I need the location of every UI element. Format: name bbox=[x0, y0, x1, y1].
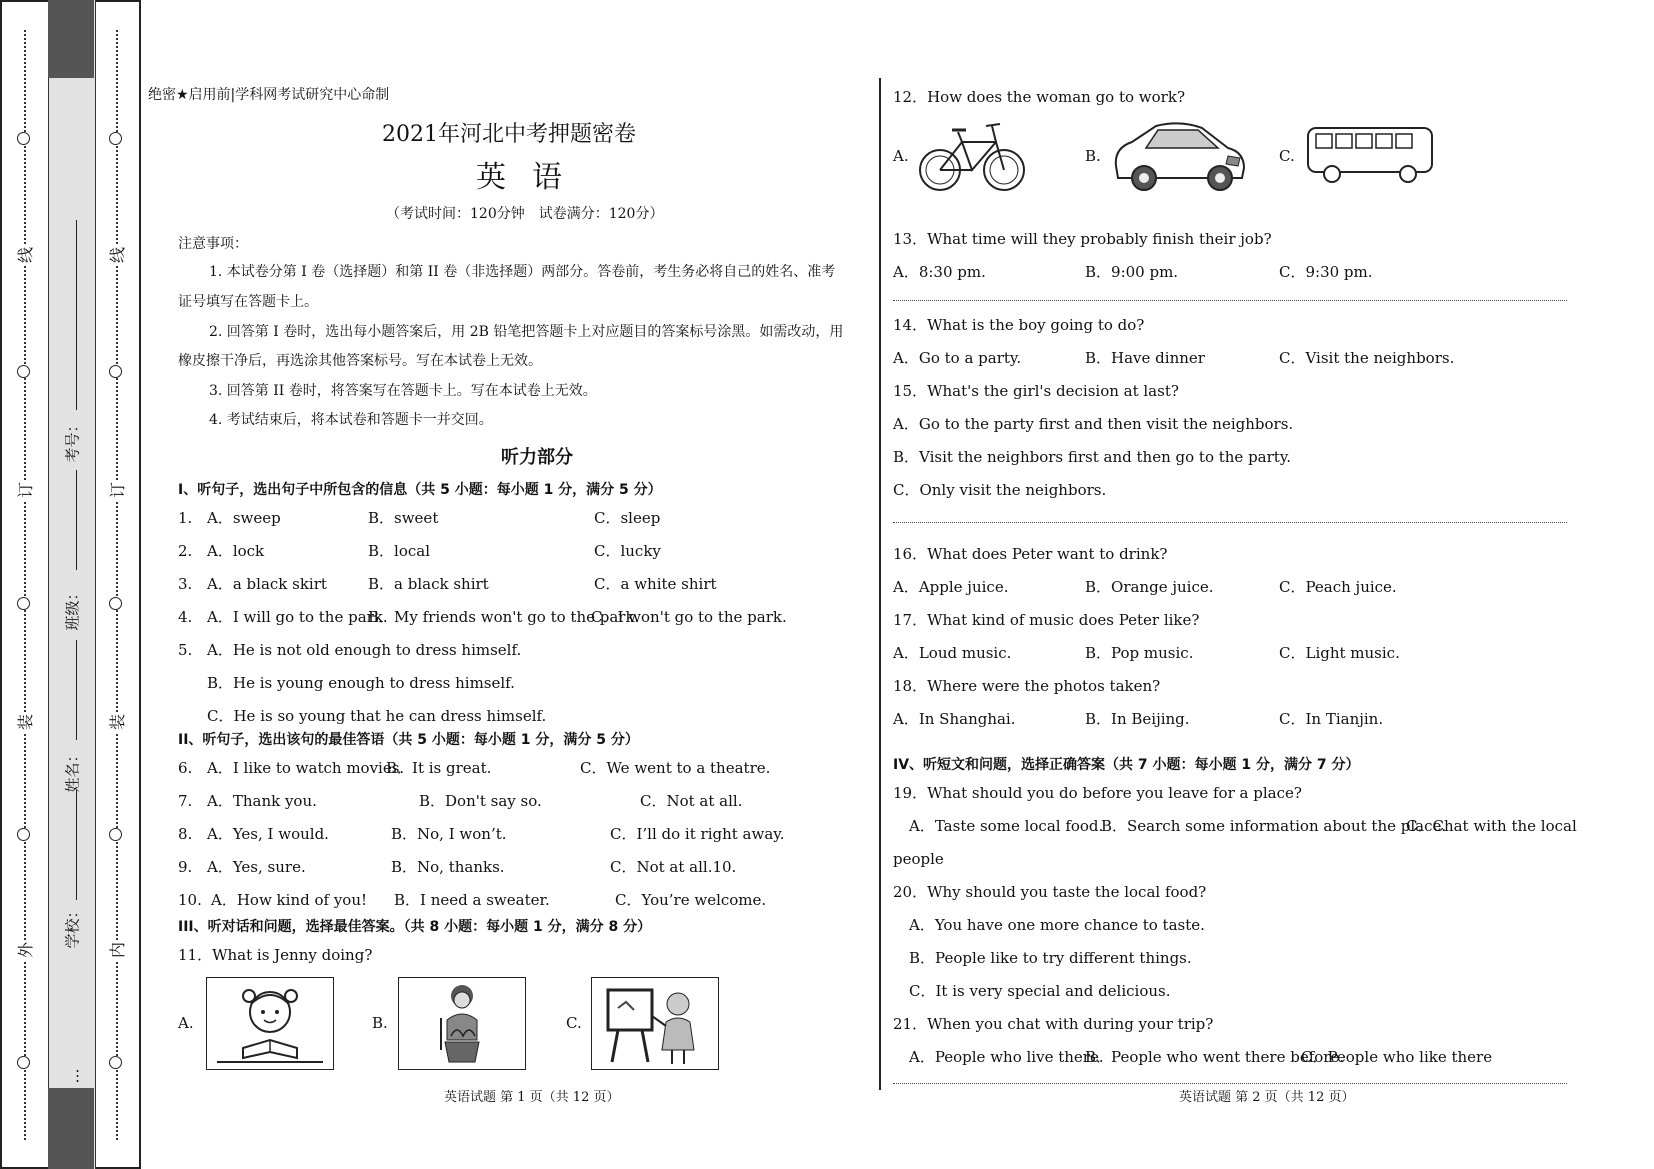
q21-option-a[interactable]: A．People who live there. bbox=[909, 1048, 1104, 1066]
inner-circle bbox=[109, 1056, 122, 1069]
exam-title: 2021年河北中考押题密卷 bbox=[382, 122, 636, 147]
q18-option-c[interactable]: C．In Tianjin. bbox=[1279, 710, 1384, 728]
inner-char-zhuang: 装 bbox=[108, 713, 128, 731]
outer-circle bbox=[17, 132, 30, 145]
q12-option-a[interactable]: A. bbox=[893, 147, 909, 165]
q8-option-a[interactable]: A．Yes, I would. bbox=[207, 825, 329, 843]
inner-circle bbox=[109, 365, 122, 378]
q19-option-b[interactable]: B．Search some information about the place. bbox=[1101, 817, 1447, 835]
outer-circle bbox=[17, 1056, 30, 1069]
page-2-footer: 英语试题 第 2 页（共 12 页） bbox=[1179, 1090, 1355, 1105]
outer-char-zhuang: 装 bbox=[16, 713, 36, 731]
q2-option-b[interactable]: B．local bbox=[368, 542, 430, 560]
q5-option-a[interactable]: A．He is not old enough to dress himself. bbox=[207, 641, 522, 659]
bus-icon[interactable] bbox=[1304, 124, 1438, 188]
notice-item-3: 3. 回答第 II 卷时，将答案写在答题卡上。写在本试卷上无效。 bbox=[209, 383, 597, 399]
q10-option-b[interactable]: B．I need a sweater. bbox=[394, 891, 550, 909]
q17-option-c[interactable]: C．Light music. bbox=[1279, 644, 1400, 662]
bicycle-icon[interactable] bbox=[918, 116, 1028, 194]
q21-option-c[interactable]: C．People who like there bbox=[1301, 1048, 1493, 1066]
margin-dark-cap-bottom bbox=[48, 1088, 94, 1169]
q9-num: 9. bbox=[178, 858, 193, 876]
outer-char-xian: 线 bbox=[16, 246, 36, 264]
notice-item-1-cont: 证号填写在答题卡上。 bbox=[178, 294, 318, 310]
q10-num: 10. bbox=[178, 891, 202, 909]
q19-option-c[interactable]: C．Chat with the local bbox=[1406, 817, 1577, 835]
q14-option-a[interactable]: A．Go to a party. bbox=[893, 349, 1022, 367]
listening-heading: 听力部分 bbox=[501, 447, 573, 468]
q21-option-b[interactable]: B．People who went there before. bbox=[1085, 1048, 1345, 1066]
margin-border-right bbox=[139, 0, 141, 1169]
exam-no-label: 考号： bbox=[63, 417, 82, 463]
outer-cut-line bbox=[24, 30, 26, 1140]
q15-option-b[interactable]: B．Visit the neighbors first and then go to the party. bbox=[893, 448, 1292, 466]
q2-option-a[interactable]: A．lock bbox=[207, 542, 265, 560]
q6-num: 6. bbox=[178, 759, 193, 777]
notice-item-2-cont: 橡皮擦干净后，再选涂其他答案标号。写在本试卷上无效。 bbox=[178, 353, 542, 369]
q14-option-b[interactable]: B．Have dinner bbox=[1085, 349, 1205, 367]
q18-option-b[interactable]: B．In Beijing. bbox=[1085, 710, 1190, 728]
q1-option-c[interactable]: C．sleep bbox=[594, 509, 661, 527]
outer-char-wai: 外 bbox=[16, 941, 36, 959]
separator-dotted bbox=[893, 1083, 1567, 1084]
q12-option-b[interactable]: B. bbox=[1085, 147, 1101, 165]
q12-text: 12．How does the woman go to work? bbox=[893, 88, 1185, 106]
q1-option-b[interactable]: B．sweet bbox=[368, 509, 439, 527]
woman-cooking-icon bbox=[399, 978, 525, 1069]
q13-text: 13．What time will they probably finish their job? bbox=[893, 230, 1272, 248]
inner-char-ding: 订 bbox=[108, 481, 128, 499]
notice-item-2: 2. 回答第 I 卷时，选出每小题答案后，用 2B 铅笔把答题卡上对应题目的答案标号涂黑。如需改动，用 bbox=[209, 324, 844, 340]
part2-heading: II、听句子，选出该句的最佳答语（共 5 小题：每小题 1 分，满分 5 分） bbox=[178, 732, 639, 748]
confidential-line: 绝密★启用前|学科网考试研究中心命制 bbox=[148, 87, 390, 103]
q15-option-a[interactable]: A．Go to the party first and then visit the neighbors. bbox=[893, 415, 1294, 433]
part4-heading: IV、听短文和问题，选择正确答案（共 7 小题：每小题 1 分，满分 7 分） bbox=[893, 757, 1360, 773]
q8-num: 8. bbox=[178, 825, 193, 843]
q11-option-c[interactable]: C. bbox=[566, 1014, 582, 1032]
q4-option-a[interactable]: A．I will go to the park. bbox=[207, 608, 388, 626]
car-icon[interactable] bbox=[1110, 118, 1250, 194]
inner-circle bbox=[109, 597, 122, 610]
inner-cut-line bbox=[116, 30, 118, 1140]
inner-circle bbox=[109, 828, 122, 841]
q7-option-a[interactable]: A．Thank you. bbox=[207, 792, 317, 810]
inner-char-xian: 线 bbox=[108, 246, 128, 264]
q14-option-c[interactable]: C．Visit the neighbors. bbox=[1279, 349, 1455, 367]
q9-option-a[interactable]: A．Yes, sure. bbox=[207, 858, 306, 876]
q16-option-c[interactable]: C．Peach juice. bbox=[1279, 578, 1397, 596]
girl-painting-icon bbox=[592, 978, 718, 1069]
q11-pic-b[interactable] bbox=[398, 977, 526, 1070]
margin-border-left bbox=[0, 0, 2, 1169]
q7-num: 7. bbox=[178, 792, 193, 810]
q17-option-b[interactable]: B．Pop music. bbox=[1085, 644, 1194, 662]
part3-heading: III、听对话和问题，选择最佳答案。（共 8 小题：每小题 1 分，满分 8 分） bbox=[178, 919, 652, 935]
outer-circle bbox=[17, 597, 30, 610]
q20-text: 20．Why should you taste the local food? bbox=[893, 883, 1207, 901]
q6-option-a[interactable]: A．I like to watch movies. bbox=[207, 759, 405, 777]
class-fill-line[interactable] bbox=[76, 470, 77, 570]
separator-dotted bbox=[893, 522, 1567, 523]
exam-info: （考试时间：120分钟 试卷满分：120分） bbox=[386, 206, 664, 222]
margin-dark-cap-top bbox=[48, 0, 94, 78]
girl-reading-icon bbox=[207, 978, 333, 1069]
q2-option-c[interactable]: C．lucky bbox=[594, 542, 661, 560]
part1-heading: I、听句子，选出句子中所包含的信息（共 5 小题：每小题 1 分，满分 5 分） bbox=[178, 482, 662, 498]
q6-option-b[interactable]: B．It is great. bbox=[386, 759, 492, 777]
q10-option-a[interactable]: A．How kind of you! bbox=[211, 891, 368, 909]
q20-option-c[interactable]: C．It is very special and delicious. bbox=[909, 982, 1171, 1000]
margin-ellipsis: … bbox=[64, 1068, 83, 1084]
q11-option-b[interactable]: B. bbox=[372, 1014, 388, 1032]
q11-text: 11．What is Jenny doing? bbox=[178, 946, 373, 964]
binding-margin bbox=[0, 0, 140, 1169]
q15-text: 15．What's the girl's decision at last? bbox=[893, 382, 1179, 400]
q3-option-a[interactable]: A．a black skirt bbox=[207, 575, 327, 593]
q4-option-b[interactable]: B．My friends won't go to the park. bbox=[368, 608, 640, 626]
school-label: 学校： bbox=[63, 903, 82, 949]
q4-option-c[interactable]: C．I won't go to the park. bbox=[591, 608, 787, 626]
q7-option-c[interactable]: C．Not at all. bbox=[640, 792, 743, 810]
page-1-footer: 英语试题 第 1 页（共 12 页） bbox=[444, 1090, 620, 1105]
q19-option-c-cont: people bbox=[893, 850, 944, 868]
q5-num: 5. bbox=[178, 641, 193, 659]
q17-text: 17．What kind of music does Peter like? bbox=[893, 611, 1200, 629]
q11-option-a[interactable]: A. bbox=[178, 1014, 194, 1032]
q8-option-c[interactable]: C．I’ll do it right away. bbox=[610, 825, 785, 843]
q11-pic-c[interactable] bbox=[591, 977, 719, 1070]
q10-option-c[interactable]: C．You’re welcome. bbox=[615, 891, 767, 909]
separator-dotted bbox=[893, 300, 1567, 301]
q18-option-a[interactable]: A．In Shanghai. bbox=[893, 710, 1016, 728]
notice-item-1: 1. 本试卷分第 I 卷（选择题）和第 II 卷（非选择题）两部分。答卷前，考生务必将自己的姓名、准考 bbox=[209, 264, 836, 280]
page-divider bbox=[879, 78, 881, 1090]
inner-circle bbox=[109, 132, 122, 145]
q6-option-c[interactable]: C．We went to a theatre. bbox=[580, 759, 771, 777]
name-label: 姓名： bbox=[63, 747, 82, 793]
q17-option-a[interactable]: A．Loud music. bbox=[893, 644, 1012, 662]
q5-option-c[interactable]: C．He is so young that he can dress himself. bbox=[207, 707, 547, 725]
q1-num: 1. bbox=[178, 509, 193, 527]
class-label: 班级： bbox=[63, 585, 82, 631]
q5-option-b[interactable]: B．He is young enough to dress himself. bbox=[207, 674, 515, 692]
q12-option-c[interactable]: C. bbox=[1279, 147, 1295, 165]
q7-option-b[interactable]: B．Don't say so. bbox=[419, 792, 542, 810]
q4-num: 4. bbox=[178, 608, 193, 626]
q9-option-b[interactable]: B．No, thanks. bbox=[391, 858, 505, 876]
name-fill-line[interactable] bbox=[76, 640, 77, 740]
outer-circle bbox=[17, 365, 30, 378]
q13-option-c[interactable]: C．9:30 pm. bbox=[1279, 263, 1373, 281]
q20-option-a[interactable]: A．You have one more chance to taste. bbox=[909, 916, 1205, 934]
subject-title: 英语 bbox=[476, 160, 588, 195]
exam-no-fill-line[interactable] bbox=[76, 220, 77, 410]
q21-text: 21．When you chat with during your trip? bbox=[893, 1015, 1214, 1033]
q16-option-a[interactable]: A．Apple juice. bbox=[893, 578, 1009, 596]
notice-item-4: 4. 考试结束后，将本试卷和答题卡一并交回。 bbox=[209, 412, 493, 428]
inner-char-nei: 内 bbox=[108, 941, 128, 959]
q9-option-c[interactable]: C．Not at all.10. bbox=[610, 858, 737, 876]
q20-option-b[interactable]: B．People like to try different things. bbox=[909, 949, 1192, 967]
notice-heading: 注意事项： bbox=[178, 236, 248, 252]
q14-text: 14．What is the boy going to do? bbox=[893, 316, 1145, 334]
school-fill-line[interactable] bbox=[76, 790, 77, 900]
q13-option-a[interactable]: A．8:30 pm. bbox=[893, 263, 986, 281]
q13-option-b[interactable]: B．9:00 pm. bbox=[1085, 263, 1179, 281]
q1-option-a[interactable]: A．sweep bbox=[207, 509, 281, 527]
q18-text: 18．Where were the photos taken? bbox=[893, 677, 1161, 695]
q16-option-b[interactable]: B．Orange juice. bbox=[1085, 578, 1214, 596]
q19-text: 19．What should you do before you leave for a place? bbox=[893, 784, 1302, 802]
q11-pic-a[interactable] bbox=[206, 977, 334, 1070]
q3-num: 3. bbox=[178, 575, 193, 593]
q19-option-a[interactable]: A．Taste some local food. bbox=[909, 817, 1104, 835]
q8-option-b[interactable]: B．No, I won’t. bbox=[391, 825, 507, 843]
q15-option-c[interactable]: C．Only visit the neighbors. bbox=[893, 481, 1107, 499]
q16-text: 16．What does Peter want to drink? bbox=[893, 545, 1168, 563]
outer-circle bbox=[17, 828, 30, 841]
outer-char-ding: 订 bbox=[16, 481, 36, 499]
q3-option-b[interactable]: B．a black shirt bbox=[368, 575, 489, 593]
q2-num: 2. bbox=[178, 542, 193, 560]
q3-option-c[interactable]: C．a white shirt bbox=[594, 575, 717, 593]
